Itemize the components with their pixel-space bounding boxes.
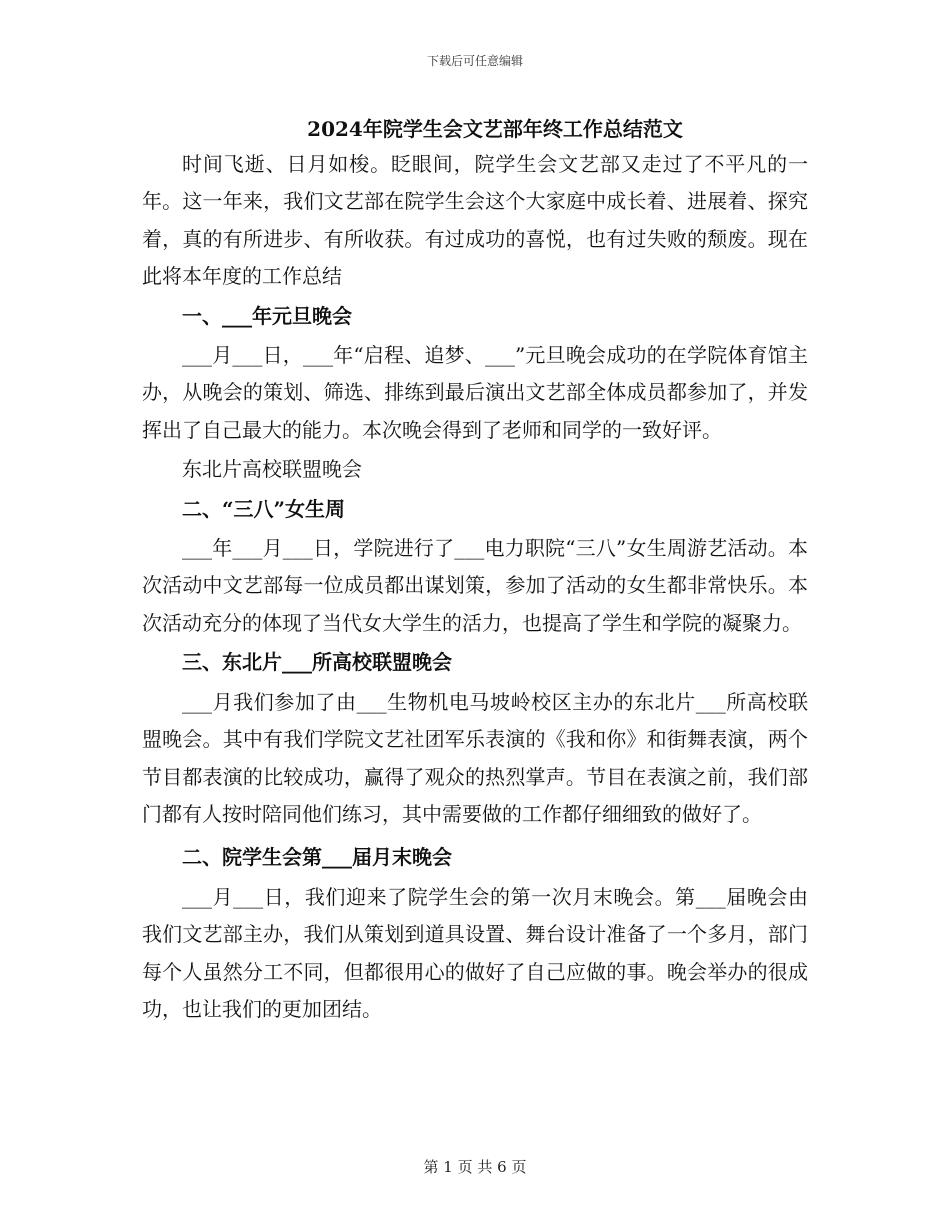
new-year-gala-paragraph: ___月___日，___年“启程、追梦、___”元旦晚会成功的在学院体育馆主办，从晚会的策划、筛选、排练到最后演出文艺部全体成员都参加了，并发挥出了自己最大的能力。本次晚会得到了老师和同学的一致好评。 bbox=[142, 343, 808, 442]
section-heading-new-year-gala: 一、___年元旦晚会 bbox=[182, 303, 352, 328]
page-footer: 第 1 页 共 6 页 bbox=[423, 1158, 527, 1176]
alliance-gala-note: 东北片高校联盟晚会 bbox=[182, 457, 362, 482]
document-title: 2024年院学生会文艺部年终工作总结范文 bbox=[307, 117, 683, 141]
section-heading-womens-week: 二、“三八”女生周 bbox=[182, 496, 346, 521]
alliance-gala-paragraph: ___月我们参加了由___生物机电马坡岭校区主办的东北片___所高校联盟晚会。其中有我们学院文艺社团军乐表演的《我和你》和街舞表演，两个节目都表演的比较成功，赢得了观众的热烈掌声。节目在表演之前，我们部门都有人按时陪同他们练习，其中需要做的工作都仔细细致的做好了。 bbox=[142, 689, 808, 826]
intro-paragraph: 时间飞逝、日月如梭。眨眼间，院学生会文艺部又走过了不平凡的一年。这一年来，我们文艺部在院学生会这个大家庭中成长着、进展着、探究着，真的有所进步、有所收获。有过成功的喜悦，也有过失败的颓废。现在此将本年度的工作总结 bbox=[142, 152, 808, 289]
womens-week-paragraph: ___年___月___日，学院进行了___电力职院“三八”女生周游艺活动。本次活动中文艺部每一位成员都出谋划策，参加了活动的女生都非常快乐。本次活动充分的体现了当代女大学生的活力，也提高了学生和学院的凝聚力。 bbox=[142, 536, 808, 635]
section-heading-month-end-gala: 二、院学生会第___届月末晚会 bbox=[182, 845, 452, 870]
header-note: 下载后可任意编辑 bbox=[426, 54, 523, 68]
month-end-gala-paragraph: ___月___日，我们迎来了院学生会的第一次月末晚会。第___届晚会由我们文艺部主办，我们从策划到道具设置、舞台设计准备了一个多月，部门每个人虽然分工不同，但都很用心的做好了自己应做的事。晚会举办的很成功，也让我们的更加团结。 bbox=[142, 884, 808, 1021]
section-heading-alliance-gala: 三、东北片___所高校联盟晚会 bbox=[182, 650, 452, 675]
document-body bbox=[142, 146, 808, 1028]
